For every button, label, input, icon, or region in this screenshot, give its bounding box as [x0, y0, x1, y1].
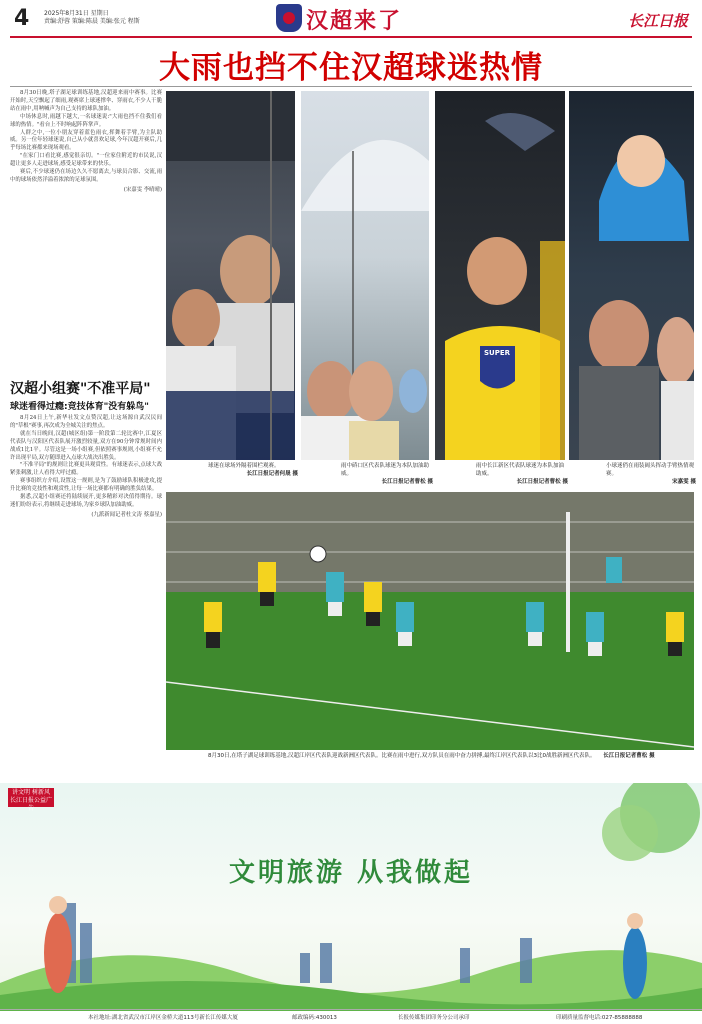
article-2-paragraph: 赛事组织方介绍,设置这一规则,是为了鼓励球队积极进攻,提升比赛的竞技性和观赏性,让每一场比赛都有明确的胜负结果。	[10, 478, 162, 493]
photo-fans-fence-illustration	[166, 91, 295, 460]
photo-5-caption: 8月30日,在塔子湖足球训练基地,汉超江岸区代表队迎战新洲区代表队。比赛在雨中进行,双方队员在雨中奋力拼搏,最终江岸区代表队以3比0战胜新洲区代表队。 长江日报记者曹松 摄	[208, 753, 655, 759]
photo-fans-fence	[166, 91, 295, 460]
photo-child-raincoat	[569, 91, 694, 460]
photo-umbrella-fans	[301, 91, 429, 460]
photo-child-raincoat-illustration	[569, 91, 694, 460]
page-number: 4	[14, 6, 30, 31]
article-1-credit: (宋嘉雯 李晴晴)	[123, 186, 162, 193]
photo-umbrella-fans-illustration	[301, 91, 429, 460]
editor-line: 责编:舒蓉 策编:陈晨 美编:张元 程斯	[44, 18, 140, 25]
article-2-paragraph: 就在当日晚间,汉超(城区组)第一阶段第二轮比赛中,江夏区代表队与汉阳区代表队展开激烈较量,双方在90分钟常规时间内战成1比1平。尽管这是一场小组赛,但依照赛事规则,小组赛不允许出现平局,双方随即进入点球大战决出胜负。	[10, 430, 162, 461]
article-2-title: 汉超小组赛"不准平局"	[10, 381, 151, 397]
article-1-paragraph: 8月30日晚,塔子湖足球训练基地,汉超迎来雨中赛事。比赛开始时,天空飘起了细雨,观赛席上球迷撑伞、穿雨衣,不少人干脆站在雨中,用呐喊声为自己支持的球队加油。	[10, 90, 162, 112]
page-headline: 大雨也挡不住汉超球迷热情	[159, 50, 543, 86]
footer-rule	[0, 1009, 702, 1010]
article-2-credit: (九派新闻记者杜文涛 蔡嘉星)	[91, 511, 162, 518]
footer-postcode: 邮政编码:430013	[292, 1015, 337, 1021]
photo-3-caption: 雨中长江新区代表队球迷为本队加油助威。 长江日报记者曹松 摄	[476, 463, 568, 485]
article-1	[10, 90, 162, 195]
footer-printer: 长报传媒集团印务分公司承印	[398, 1015, 470, 1021]
section-title: 汉超来了	[306, 8, 403, 34]
ad-illustration	[0, 783, 702, 1011]
article-1-paragraph: 赛后,不少球迷仍在场边久久不愿离去,与球员合影、交流,雨中的球场依然洋溢着浓浓的足球氛围。	[10, 169, 162, 183]
photo-4-caption: 小球迷俏在雨装阔头挥动手臂热情观赛。 宋嘉雯 摄	[606, 463, 696, 485]
article-2-paragraph: "不准平局"的规则让比赛更具观赏性。有球迷表示,点球大战紧张刺激,让人看得大呼过瘾。	[10, 462, 162, 477]
article-1-paragraph: 中场休息时,雨越下越大,一名球迷说:"大雨也挡不住我们看球的热情。"看台上不时响起阵阵掌声。	[10, 113, 162, 128]
article-2-paragraph: 8月24日上午,新华社发文点赞汉超,让这场源自武汉民间的"草根"赛事,再次成为全城关注的焦点。	[10, 415, 162, 429]
header-meta	[44, 10, 140, 26]
footer-address: 本社地址:湖北省武汉市江岸区金桥大道113号新长江传媒大厦	[88, 1015, 238, 1021]
article-1-paragraph: 人群之中,一位小朋友穿着蓝色雨衣,挥舞着手臂,为主队助威。另一位年轻球迷说,自己从小就喜欢足球,今年汉超开赛后,几乎每场比赛都来现场观看。	[10, 129, 162, 152]
date-line: 2025年8月31日 星期日	[44, 10, 109, 17]
jersey-logo-text: SUPER	[483, 349, 511, 357]
photo-match-scene-illustration	[166, 492, 694, 750]
photo-2-caption: 雨中硚口区代表队球迷为本队加油助威。 长江日报记者曹松 摄	[341, 463, 433, 485]
article-2-paragraph: 据悉,汉超小组赛还将陆续展开,更多精彩对决值得期待。球迷们纷纷表示,将继续走进球场,为家乡球队加油助威。	[10, 494, 162, 508]
article-2-deck: 球迷看得过瘾:竞技体育"没有躲鸟"	[10, 402, 149, 412]
ad-tag: 讲文明 树新风 长江日报公益广告	[9, 789, 52, 812]
headline-rule	[10, 86, 692, 87]
league-logo-icon	[276, 4, 302, 32]
article-1-paragraph: "在家门口看比赛,感觉很亲切。"一位家住附近的市民说,汉超让更多人走进球场,感受足球带来的快乐。	[10, 153, 162, 168]
photo-1-caption: 球迷在球场外隔着围栏观赛。 长江日报记者何晟 摄	[208, 463, 298, 477]
article-2	[10, 415, 162, 520]
newspaper-brand: 长江日报	[628, 12, 689, 30]
photo-yellow-jersey-fan-illustration	[435, 91, 565, 460]
header-rule	[10, 36, 692, 38]
photo-match-scene	[166, 492, 694, 750]
ad-slogan: 文明旅游 从我做起	[228, 858, 474, 888]
public-service-ad	[0, 783, 702, 1011]
photo-yellow-jersey-fan	[435, 91, 565, 460]
footer-phone: 印刷质量监督电话:027-85888888	[556, 1015, 643, 1021]
